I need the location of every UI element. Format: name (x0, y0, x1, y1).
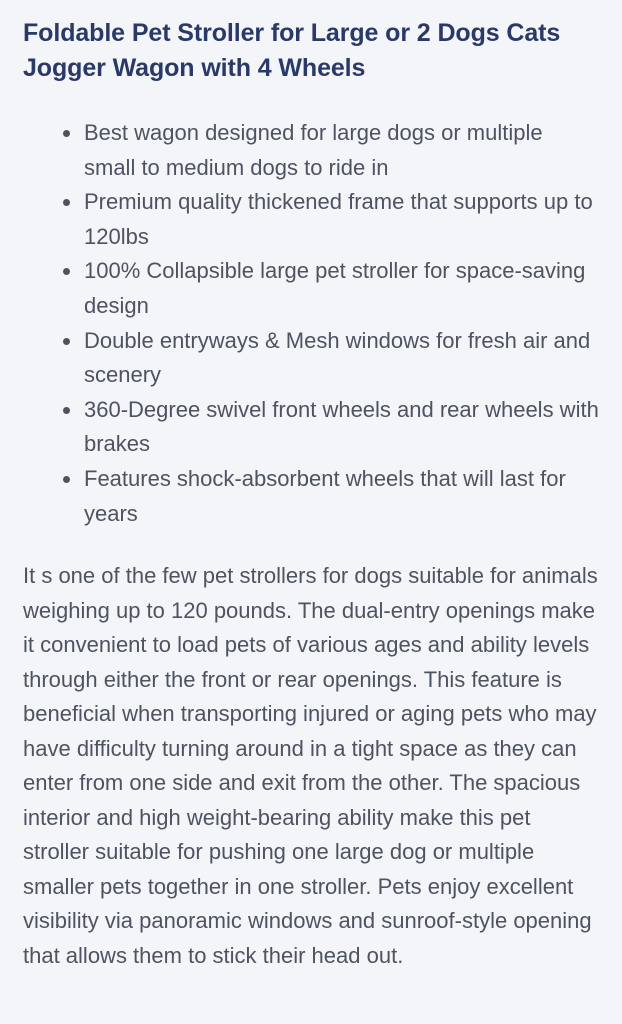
feature-text: Features shock-absorbent wheels that will last for years (84, 465, 566, 526)
bullet-icon (63, 476, 70, 483)
bullet-icon (63, 199, 70, 206)
product-title: Foldable Pet Stroller for Large or 2 Dogs Cats Jogger Wagon with 4 Wheels (23, 19, 561, 82)
feature-item (23, 254, 600, 323)
feature-item (23, 393, 600, 462)
feature-text: 100% Collapsible large pet stroller for space-saving design (84, 258, 586, 318)
feature-text: 360-Degree swivel front wheels and rear wheels with brakes (84, 396, 599, 457)
feature-item (23, 116, 600, 185)
feature-item (23, 185, 600, 254)
bullet-icon (63, 268, 70, 275)
bullet-icon (63, 130, 70, 137)
description-paragraph: It s one of the few pet strollers for dogs suitable for animals weighing up to 120 pounds. The dual-entry openings make it convenient to load pets of various ages and ability levels through either the front or rear openings. This feature is beneficial when transporting injured or aging pets who may have difficulty turning around in a tight space as they can enter from one side and exit from the other. The spacious interior and high weight-bearing ability make this pet stroller suitable for pushing one large dog or multiple smaller pets together in one stroller. Pets enjoy excellent visibility via panoramic windows and sunroof-style opening that allows them to stick their head out. (23, 563, 598, 968)
feature-item (23, 324, 600, 393)
feature-list (23, 116, 600, 531)
bullet-icon (63, 338, 70, 345)
feature-item (23, 462, 600, 531)
feature-text: Premium quality thickened frame that supports up to 120lbs (84, 189, 593, 249)
feature-text: Best wagon designed for large dogs or multiple small to medium dogs to ride in (84, 120, 543, 180)
feature-text: Double entryways & Mesh windows for fresh air and scenery (84, 327, 591, 388)
bullet-icon (63, 407, 70, 414)
